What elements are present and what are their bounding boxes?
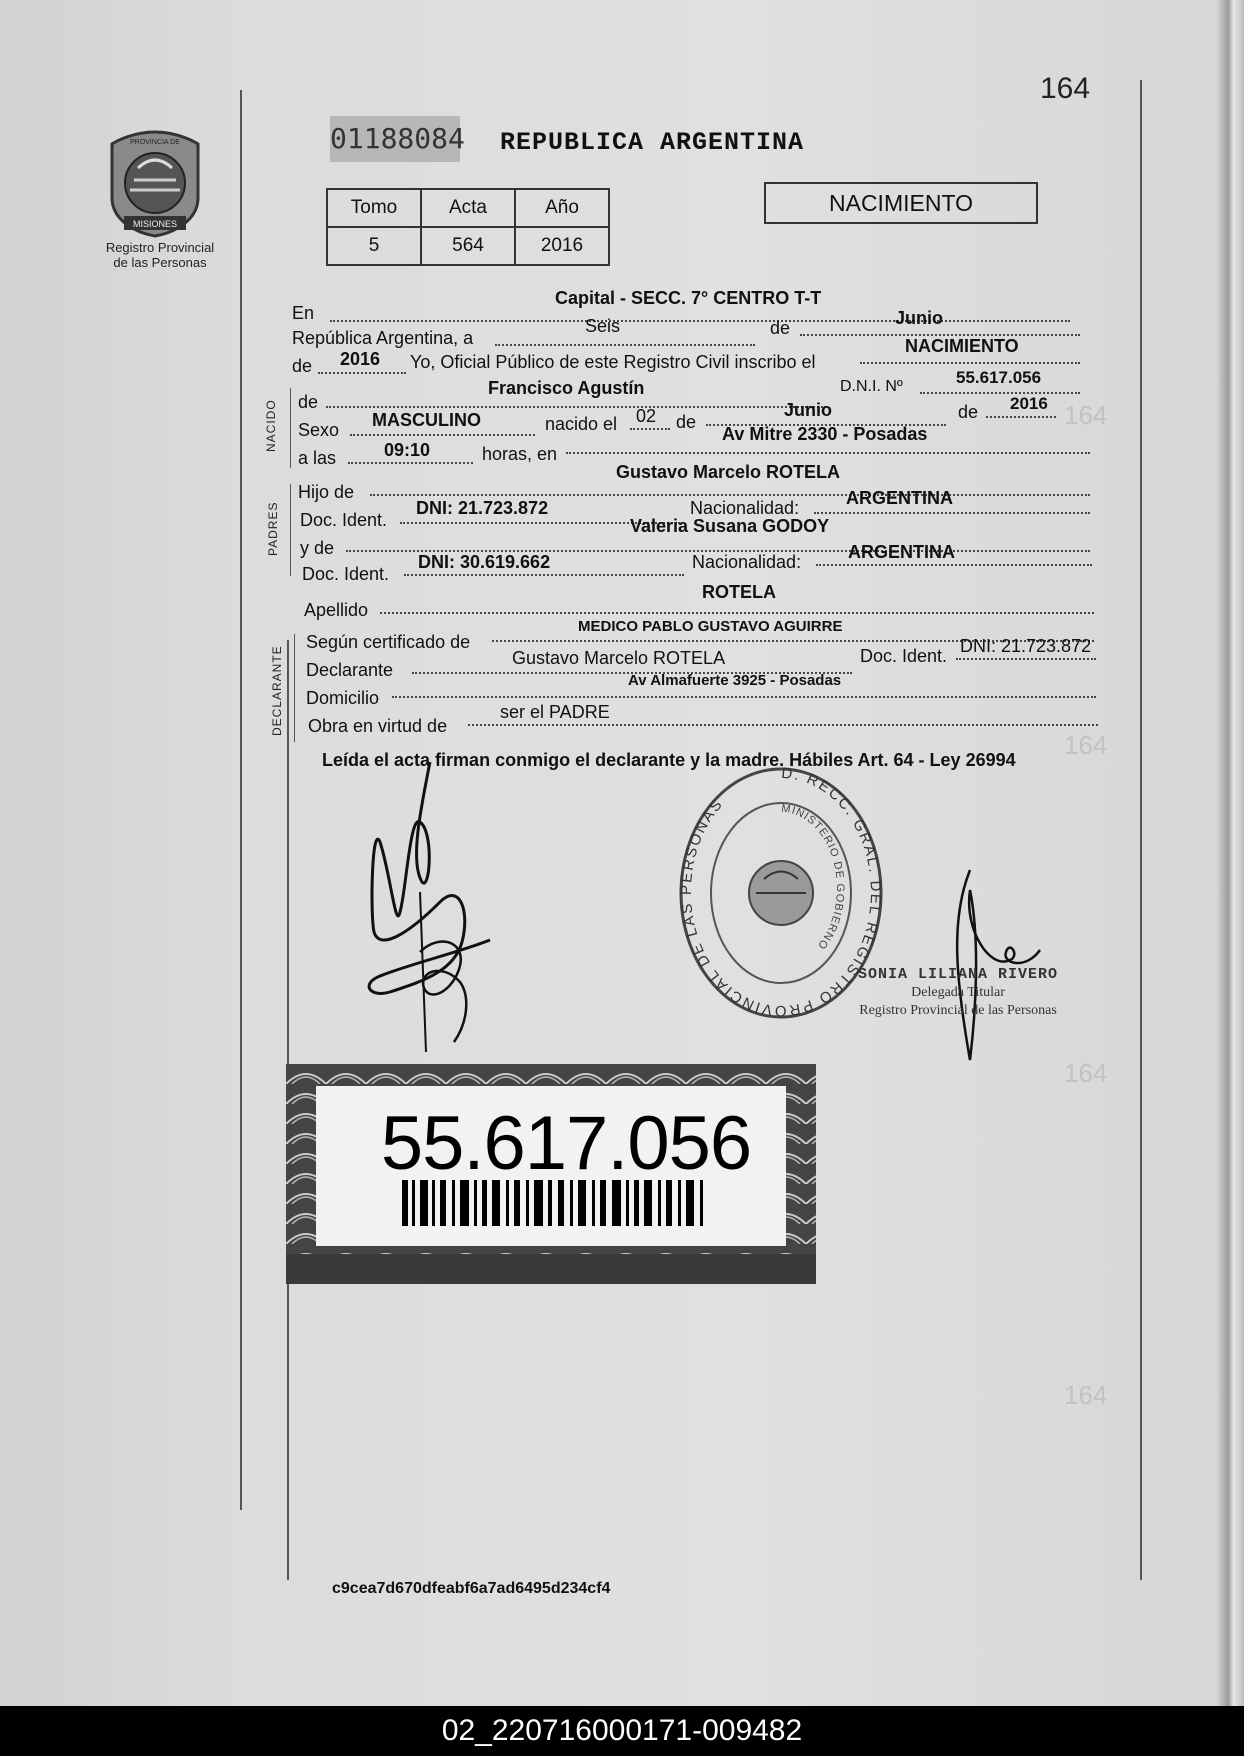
margin-line-right xyxy=(1140,80,1142,1580)
page-number: 164 xyxy=(1040,72,1091,105)
page-edge-shadow xyxy=(1218,0,1244,1706)
label-segun-certificado: Según certificado de xyxy=(306,632,471,652)
dotted-line xyxy=(330,320,1070,322)
value-sex: MASCULINO xyxy=(372,410,481,430)
value-anio: 2016 xyxy=(515,227,609,265)
official-signature-block xyxy=(858,966,1058,1020)
reference-table-values xyxy=(327,227,609,265)
value-father-doc: DNI: 21.723.872 xyxy=(416,498,549,518)
value-birth-month: Junio xyxy=(784,400,832,420)
label-y-de: y de xyxy=(300,538,335,558)
dotted-line xyxy=(392,696,1096,698)
reference-table xyxy=(326,188,610,266)
value-father: Gustavo Marcelo ROTELA xyxy=(616,462,841,482)
closing-statement: Leída el acta firman conmigo el declarante y la madre. Hábiles Art. 64 - Ley 26994 xyxy=(322,750,1016,770)
value-mother-nationality: ARGENTINA xyxy=(848,542,955,562)
dotted-line xyxy=(920,392,1080,394)
header-acta: Acta xyxy=(421,189,515,227)
label-de-3: de xyxy=(958,402,979,422)
registry-label-line1: Registro Provincial xyxy=(105,240,215,255)
value-child-name: Francisco Agustín xyxy=(488,378,645,398)
serial-number: 01188084 xyxy=(330,116,460,162)
sticker-number: 55.617.056 xyxy=(380,1101,752,1186)
registry-label xyxy=(92,240,228,270)
value-birth-year: 2016 xyxy=(1010,394,1048,413)
value-address: Av Almafuerte 3925 - Posadas xyxy=(628,672,842,689)
dotted-line xyxy=(350,434,535,436)
side-label-nacido: NACIDO xyxy=(264,399,278,452)
value-capacity: ser el PADRE xyxy=(500,702,610,722)
dotted-line xyxy=(956,658,1096,660)
official-name: SONIA LILIANA RIVERO xyxy=(858,966,1059,983)
bleedthrough-mark: 164 xyxy=(1064,730,1108,760)
label-horas-en: horas, en xyxy=(482,444,558,464)
label-en: En xyxy=(292,303,315,323)
bleedthrough-mark: 164 xyxy=(1064,400,1108,430)
registry-label-line2: de las Personas xyxy=(113,255,207,270)
value-birth-day: 02 xyxy=(636,406,657,426)
reference-table-header xyxy=(327,189,609,227)
value-tomo: 5 xyxy=(327,227,421,265)
section-bracket xyxy=(294,634,295,742)
official-seal xyxy=(676,764,886,1022)
dotted-line xyxy=(986,416,1056,418)
value-year: 2016 xyxy=(340,349,381,369)
label-de: de xyxy=(770,318,791,338)
dotted-line xyxy=(380,612,1094,614)
label-de-2: de xyxy=(676,412,697,432)
value-mother: Valeria Susana GODOY xyxy=(630,516,830,536)
dotted-line xyxy=(468,724,1098,726)
label-nacido-el: nacido el xyxy=(545,414,618,434)
seal-ring-text: D. RECC. GRAL. DEL REGISTRO PROVINCIAL DE LAS PERSONAS xyxy=(677,764,885,1020)
value-birth-place: Av Mitre 2330 - Posadas xyxy=(722,424,928,444)
label-nacionalidad-2: Nacionalidad: xyxy=(692,552,802,572)
dotted-line xyxy=(814,512,1090,514)
dotted-line xyxy=(566,452,1090,454)
side-label-declarante: DECLARANTE xyxy=(270,645,284,736)
declarant-signature xyxy=(350,752,510,1052)
bleedthrough-mark: 164 xyxy=(1064,1058,1108,1088)
section-bracket xyxy=(290,484,291,576)
document-hash: c9cea7d670dfeabf6a7ad6495d234cf4 xyxy=(332,1580,611,1597)
document-heading: REPUBLICA ARGENTINA xyxy=(500,128,805,157)
dotted-line xyxy=(348,462,473,464)
value-father-nationality: ARGENTINA xyxy=(846,488,953,508)
value-declarant: Gustavo Marcelo ROTELA xyxy=(512,648,726,668)
value-time: 09:10 xyxy=(384,440,431,460)
dotted-line xyxy=(326,406,826,408)
scan-id-footer: 02_220716000171-009482 xyxy=(0,1706,1244,1756)
official-signature xyxy=(930,860,1070,1070)
dotted-line xyxy=(630,428,670,430)
dotted-line xyxy=(370,494,1090,496)
label-doc-ident-1: Doc. Ident. xyxy=(300,510,388,530)
value-month: Junio xyxy=(895,308,943,328)
label-dni: D.N.I. Nº xyxy=(840,378,903,395)
province-emblem-icon xyxy=(100,128,210,238)
label-declarante: Declarante xyxy=(306,660,394,680)
side-label-padres: PADRES xyxy=(266,501,280,556)
official-office: Registro Provincial de las Personas xyxy=(859,1003,1057,1018)
value-day-word: Seis xyxy=(585,316,621,336)
value-certificate: MEDICO PABLO GUSTAVO AGUIRRE xyxy=(578,618,843,635)
value-mother-doc: DNI: 30.619.662 xyxy=(418,552,551,572)
value-declarant-doc: DNI: 21.723.872 xyxy=(960,636,1092,656)
header-anio: Año xyxy=(515,189,609,227)
label-apellido: Apellido xyxy=(304,600,369,620)
label-yo-oficial: Yo, Oficial Público de este Registro Civil inscribo el xyxy=(410,352,816,372)
act-type-box: NACIMIENTO xyxy=(764,182,1038,224)
value-place: Capital - SECC. 7° CENTRO T-T xyxy=(555,288,822,308)
label-sexo: Sexo xyxy=(298,420,340,440)
dotted-line xyxy=(816,564,1092,566)
dotted-line xyxy=(318,372,406,374)
label-a-las: a las xyxy=(298,448,337,468)
official-title: Delegada Titular xyxy=(911,985,1005,1000)
value-child-dni: 55.617.056 xyxy=(956,368,1042,387)
label-domicilio: Domicilio xyxy=(306,688,380,708)
label-obra-en-virtud: Obra en virtud de xyxy=(308,716,448,736)
header-tomo: Tomo xyxy=(327,189,421,227)
label-republica: República Argentina, a xyxy=(292,328,474,348)
value-surname: ROTELA xyxy=(702,582,776,602)
label-doc-ident-3: Doc. Ident. xyxy=(860,646,948,666)
label-doc-ident-2: Doc. Ident. xyxy=(302,564,390,584)
bleedthrough-mark: 164 xyxy=(1064,1380,1108,1410)
label-de-name: de xyxy=(298,392,319,412)
dotted-line xyxy=(495,344,755,346)
margin-line-left xyxy=(240,90,242,1510)
dotted-line xyxy=(860,362,1080,364)
label-nacionalidad-1: Nacionalidad: xyxy=(690,498,800,518)
seal-inner-text: MINISTERIO DE GOBIERNO xyxy=(780,802,846,952)
label-de-year: de xyxy=(292,356,313,376)
section-bracket xyxy=(290,388,291,468)
emblem-top-text: PROVINCIA DE xyxy=(130,139,180,146)
dotted-line xyxy=(404,574,684,576)
label-hijo-de: Hijo de xyxy=(298,482,355,502)
emblem-banner-text: MISIONES xyxy=(132,219,178,229)
value-inscription: NACIMIENTO xyxy=(905,336,1019,356)
value-acta: 564 xyxy=(421,227,515,265)
